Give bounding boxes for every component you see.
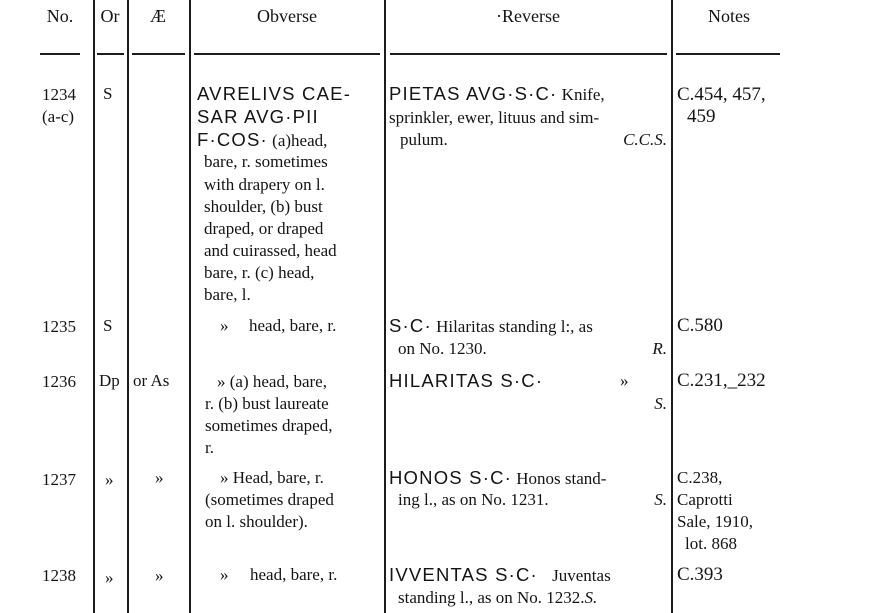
row-1234-notes-1: C.454, 457, — [677, 84, 766, 105]
row-1238-reverse-text-1: Juventas — [552, 566, 611, 585]
row-1237-reverse-legend: HONOS S·C· — [389, 467, 512, 488]
row-1235-reverse-ref: R. — [652, 339, 667, 358]
row-1237-reverse-ref: S. — [654, 490, 667, 509]
header-rule-notes — [676, 53, 780, 55]
row-1238-number: 1238 — [42, 566, 76, 585]
row-1235-notes-1: C.580 — [677, 315, 723, 336]
row-1237-notes-3: Sale, 1910, — [677, 512, 754, 531]
header-rule-ae — [132, 53, 185, 55]
row-1236-obverse-line-4: r. — [205, 438, 214, 457]
header-or: Or — [100, 6, 120, 26]
row-1237-notes-4: lot. 868 — [685, 534, 737, 553]
row-1237-reverse-line-1 — [389, 467, 606, 491]
row-1234-obverse-legend-end: F·COS· — [197, 129, 268, 150]
row-1235-reverse-line-1 — [389, 315, 593, 339]
row-1236-reverse-ditto: » — [620, 371, 629, 390]
row-1234-reverse-line-2: sprinkler, ewer, lituus and sim- — [389, 108, 600, 127]
row-1234-reverse-line-3: pulum. — [400, 130, 448, 149]
header-obverse: Obverse — [257, 6, 317, 26]
row-1238-notes-1: C.393 — [677, 564, 723, 585]
row-1236-obverse-ditto: » — [217, 372, 226, 391]
row-1234-reverse-text-1: Knife, — [561, 85, 605, 104]
row-1236-obverse-line-1 — [217, 371, 327, 394]
row-1236-obverse-line-2: r. (b) bust laureate — [205, 394, 329, 413]
row-1234-reverse-legend: PIETAS AVG·S·C· — [389, 83, 558, 104]
row-1235-or: S — [103, 316, 113, 335]
row-1238-obverse-line-1: head, bare, r. — [250, 565, 338, 584]
header-ae: Æ — [149, 6, 166, 26]
row-1234-reverse-line-1 — [389, 83, 605, 107]
row-1237-reverse-text-1: Honos stand- — [516, 469, 607, 488]
row-1238-reverse-ref: S. — [584, 588, 598, 607]
row-1236-reverse-legend: HILARITAS S·C· — [389, 370, 544, 391]
row-1237-or: » — [105, 470, 114, 489]
row-1236-or: Dp — [99, 371, 120, 390]
header-no: No. — [46, 6, 74, 26]
row-1235-reverse-legend: S·C· — [389, 315, 432, 336]
row-1235-reverse-line-2: on No. 1230. — [398, 339, 487, 358]
column-divider-no-or — [93, 0, 95, 613]
row-1234-or: S — [103, 84, 113, 103]
row-1235-number: 1235 — [42, 317, 76, 336]
column-divider-reverse-notes — [671, 0, 673, 613]
row-1236-obverse-text-1: (a) head, bare, — [229, 372, 327, 391]
row-1235-obverse-line-1: head, bare, r. — [249, 316, 337, 335]
header-rule-obverse — [194, 53, 380, 55]
row-1237-obverse-line-1 — [220, 467, 324, 490]
row-1238-obverse-ditto: » — [220, 565, 229, 584]
row-1237-ae: » — [155, 468, 164, 487]
row-1234-obverse-line-2: bare, r. sometimes — [204, 152, 328, 171]
row-1237-notes-1: C.238, — [677, 468, 723, 487]
row-1234-obverse-line-4: shoulder, (b) bust — [204, 197, 323, 216]
column-divider-or-ae — [127, 0, 129, 613]
row-1237-notes-2: Caprotti — [677, 490, 733, 509]
row-1234-obverse-line-8: bare, l. — [204, 285, 251, 304]
row-1237-number: 1237 — [42, 470, 76, 489]
row-1234-obverse-line-7: bare, r. (c) head, — [204, 263, 315, 282]
row-1237-obverse-line-2: (sometimes draped — [205, 490, 334, 509]
row-1234-number: 1234 — [42, 85, 76, 104]
row-1236-obverse-line-3: sometimes draped, — [205, 416, 333, 435]
header-notes: Notes — [708, 6, 750, 26]
row-1235-obverse-ditto: » — [220, 316, 229, 335]
row-1238-or: » — [105, 568, 114, 587]
row-1236-ae: or As — [133, 371, 170, 390]
header-rule-reverse — [390, 53, 667, 55]
row-1234-obverse-line-6: and cuirassed, head — [204, 241, 337, 260]
header-reverse: ·Reverse — [496, 6, 560, 26]
row-1235-reverse-text-1: Hilaritas standing l:, as — [436, 317, 593, 336]
column-divider-obverse-reverse — [384, 0, 386, 613]
row-1234-obverse-line-1 — [197, 129, 327, 153]
header-rule-no — [40, 53, 80, 55]
row-1236-reverse-ref: S. — [654, 394, 667, 413]
row-1237-reverse-line-2: ing l., as on No. 1231. — [398, 490, 549, 509]
column-divider-ae-obverse — [189, 0, 191, 613]
row-1234-number-sub: (a-c) — [42, 107, 75, 126]
row-1234-reverse-ref: C.C.S. — [623, 130, 667, 149]
row-1234-obverse-line-3: with drapery on l. — [204, 175, 325, 194]
row-1238-ae: » — [155, 566, 164, 585]
row-1234-obverse-line-5: draped, or draped — [204, 219, 324, 238]
row-1238-reverse-text-2: standing l., as on No. 1232. — [398, 588, 585, 607]
row-1237-obverse-line-3: on l. shoulder). — [205, 512, 308, 531]
row-1237-obverse-text-1: Head, bare, r. — [232, 468, 324, 487]
header-rule-or — [97, 53, 124, 55]
row-1236-notes-1: C.231,_232 — [677, 370, 766, 391]
row-1238-reverse-line-1 — [389, 564, 611, 588]
row-1234-notes-2: 459 — [687, 106, 716, 127]
row-1238-reverse-legend: IVVENTAS S·C· — [389, 564, 538, 585]
row-1236-number: 1236 — [42, 372, 76, 391]
row-1237-obverse-ditto: » — [220, 468, 229, 487]
row-1238-reverse-line-2 — [398, 587, 597, 610]
row-1234-obverse-legend-1: AVRELIVS CAE- — [197, 83, 352, 104]
row-1234-obverse-legend-2: SAR AVG·PII — [197, 106, 319, 127]
row-1234-obverse-text-1: (a)head, — [272, 131, 328, 150]
